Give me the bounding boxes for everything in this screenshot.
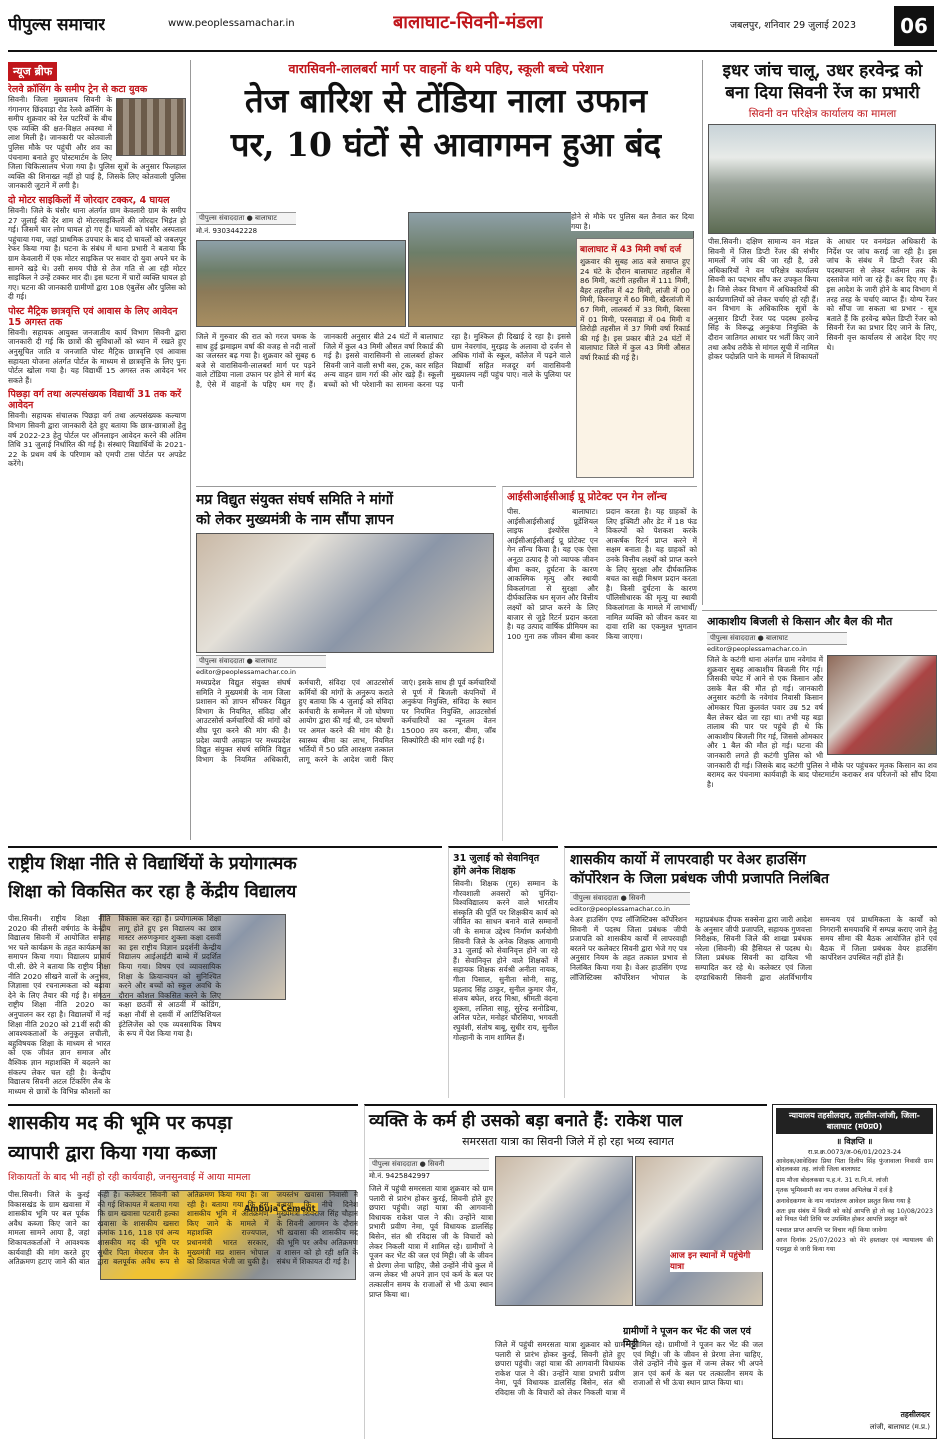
notice-body: [776, 1158, 933, 1254]
lead-headline: पर, 10 घंटों से आवागमन हुआ बंद: [230, 125, 662, 164]
legal-notice: [772, 1104, 937, 1439]
karm-body: जिले में पहुंची समरसता यात्रा शुक्रवार को ग्राम पलारी से प्रारंभ होकर कुरई, सिवनी होते हुए छपारा पहुंची। जहां यात्रा की आगवानी विधायक राकेश पाल ने की। उन्होंने यात्रा प्रभारी प्रवीण नेमा, पूर्व विधायक डालसिंह बिसेन, संत श्री रविदास जी के विचारों को लेकर निकली यात्रा में शामिल रहे। ग्रामीणों ने पूजन कर भेंट की जल एवं मिट्टी। जी के जीवन से प्रेरणा लेना चाहिए, जैसे उन्होंने नीचे कुल में जन्म लेकर भी अपने ज्ञान एवं कर्म के बल पर तत्कालीन समय के राजाओं से भी ऊंचा स्थान प्राप्त किया था।: [495, 1340, 763, 1397]
education-body: पीस.सिवनी। राष्ट्रीय शिक्षा नीति 2020 की तीसरी वर्षगांठ के केन्द्रीय विद्यालय सिवनी में आयोजित सप्ताह भर चले कार्यक्रम के तहत कार्यक्रम का समापन किया गया। विद्यालय प्राचार्य पी.सी. छेरे ने बताया कि राष्ट्रीय शिक्षा नीति 2020 सीखने वालों के अनुभव, जिज्ञासा एवं रचनात्मकता को बढ़ावा देने के लिए तैयार की गई है। संगठन राष्ट्रीय शिक्षा नीति 2020 का अनुपालन कर रहा है। विद्यालयों में नई शिक्षा नीति 2020 को 21वीं सदी की आवश्यकताओं के अनुकूल लचीली, बहुविषयक शिक्षा के माध्यम से भारत को एक जीवंत ज्ञान समाज और वैश्विक ज्ञान महाशक्ति में बदलने का संकल्प लेकर चल रही है। केन्द्रीय विद्यालय सिवनी अटल टिंकरिंग लैब के माध्यम से छात्रों के विभिन्न कौशलों का विकास कर रहा है। प्रयोगात्मक शिक्षा लागू होते हुए इस विद्यालय का छात्र मास्टर अरुणकुमार शुक्ला कक्षा दसवीं का इस राष्ट्रीय विज्ञान प्रदर्शनी केन्द्रीय विद्यालय आईआईटी बाम्बे में प्रदर्शित किया गया। विषय एवं व्यावसायिक शिक्षा के क्रियान्वयन को सुनिश्चित करने और बच्चों को स्कूल अवधि के दौरान कौशल विकसित करने के लिए कक्षा छठवीं से आठवीं में कोडिंग, कक्षा नौवीं से दसवीं में आर्टिफिशियल इंटेलिजेंस को एक व्यवसायिक विषय के रूप में पेश किया गया है।: [8, 914, 221, 1096]
paper-name: पीपुल्स समाचार: [8, 15, 106, 35]
notice-header: न्यायालय तहसीलदार, तहसील-लांजी, जिला-बालाघाट (म0प्र0): [776, 1108, 933, 1134]
forest-headline: बना दिया सिवनी रेंज का प्रभारी: [725, 83, 920, 103]
brief-item: [8, 306, 190, 386]
forest-headline: इधर जांच चालू, उधर हरवेन्द्र को: [722, 61, 923, 81]
forest-body: पीस.सिवनी। दक्षिण सामान्य वन मंडल सिवनी में जिस डिप्टी रेंजर की संभीर मामलों में जांच की जा रही है, उसे अधिकारियों ने वन परिक्षेत्र कार्यालय सिवनी का पदभार सौंप कर उपकृत किया है। जिसे लेकर विभाग में अधिकारियों की कार्यप्रणालियों को लेकर चर्चाएं हो रही हैं। वन विभाग के अधिकारिक सूत्रों के अनुसार डिप्टी रेंजर पद पदस्थ हरवेन्द्र सिंह के विरूद्ध अनुकंपा नियुक्ति के दौरान जातिगत आधार पर भर्ती किए जाने तथा अवैध तरीके से मांगल सूची में नामिल होकर पदोन्नति पाने के मामले में शिकायतों के आधार पर वनमंडल अधिकारी के निर्देश पर जांच कराई जा रही है। इस जांच के संबंध में डिप्टी रेंजर की पदस्थापना से लेकर वर्तमान तक के दस्तावेज मांगे जा रहे हैं। कर दिए गए हैं। इस आदेश के जारी होने के बाद विभाग में तरह तरह के चर्चाएं व्याप्त हैं। योग्य रेंजर को सौंपा जा सकता था प्रभार - सूत्र बताते हैं कि हरवेन्द्र बघेल डिप्टी रेंजर को सिवनी रेंज का प्रभार दिए जाने के लिए, सिवनी वृत्त कार्यालय से आदेश दिए गए थे।: [708, 237, 937, 362]
karm-caption-title: ग्रामीणों ने पूजन कर भेंट की जल एवं मिट्टी: [623, 1326, 751, 1350]
forest-story: [702, 60, 937, 605]
land-story: [8, 1104, 358, 1439]
karm-byline-box: [369, 1158, 489, 1181]
brief-title: रेलवे क्रॉसिंग के समीप ट्रेन से कटा युवक: [8, 84, 148, 95]
rain-box-body: शुक्रवार की सुबह आठ बजे समाप्त हुए 24 घंटे के दौरान बालाघाट तहसील में 86 मिमी, कटंगी तहसील में 111 मिमी, बैहर तहसील में 42 मिमी, लांजी में 00 मिमी, किरनापुर में 60 मिमी, खैरलांजी में 67 मिमी, लालबर्रा में 33 मिमी, बिरसा में 01 मिमी, परसवाड़ा में 04 मिमी व तिरोड़ी तहसील में 37 मिमी वर्षा रिकार्ड की गई है। इस प्रकार बीते 24 घंटों में बालाघाट जिले में कुल 43 मिमी औसत वर्षा रिकार्ड की गई है।: [580, 257, 690, 362]
lightning-headline: आकाशीय बिजली से किसान और बैल की मौत: [707, 615, 893, 628]
karm-subhead: समरसता यात्रा का सिवनी जिले में हो रहा भव्य स्वागत: [462, 1135, 674, 1148]
sidebar-title: आज इन स्थानों में पहुंचेगी यात्रा: [670, 1250, 767, 1272]
notice-place: लांजी, बालाघाट (म.प्र.): [869, 1423, 930, 1431]
bijli-story: [196, 486, 496, 841]
byline: पीपुल्स संवाददाता ● बालाघाट: [196, 655, 326, 668]
notice-line: अनावेदकगण के नाम नामांतरण आवेदन प्रस्तुत किया गया है: [776, 1197, 911, 1205]
notice-line: पश्चात प्राप्त आपत्ति पर विचार नहीं किया जावेगा: [776, 1226, 887, 1234]
brief-item: [8, 389, 190, 469]
forest-photo: [708, 124, 936, 234]
warehouse-headline: शासकीय कार्यो में लापरवाही पर वेअर हाउसिंग: [570, 852, 806, 868]
website: www.peoplessamachar.in: [168, 18, 295, 29]
notice-line: आवेदक/आवेदिका प्रिया पिता दिलीप सिंह फुंजावाला निवासी ग्राम बोदलकसा तह. लांजी जिला बालाघाट: [776, 1158, 933, 1174]
lead-byline-box: [196, 212, 296, 236]
news-brief-label: न्यूज ब्रीफ: [8, 62, 57, 81]
notice-line: अतः इस संबंध में किसी को कोई आपत्ति हो तो वह 10/08/2023 को नियत पेशी तिथि पर उपस्थित होकर आपत्ति प्रस्तुत करें: [776, 1208, 933, 1224]
land-headline: शासकीय मद की भूमि पर कपड़ा: [8, 1112, 232, 1134]
notice-signature: तहसीलदार: [900, 1410, 930, 1419]
icici-headline: आईसीआईसीआई प्रू प्रोटेक्ट एन गेन लॉन्च: [507, 491, 667, 503]
icici-body: पीस. बालाघाट। आईसीआईसीआई प्रूडेंशियल लाइफ इंश्योरेंस ने आईसीआईसीआई प्रू प्रोटेक्ट एन गेन लॉन्च किया है। यह एक ऐसा अनूठा उत्पाद है जो व्यापक जीवन बीमा कवर, दुर्घटना के कारण आकस्मिक मृत्यु और स्थायी विकलांगता से सुरक्षा और दीर्घकालिक धन सृजन और वित्तीय लक्ष्यों को प्राप्त करने के लिए बाजार से जुड़े रिटर्न प्रदान करता है। यह उत्पाद वार्षिक प्रीमियम का 100 गुना तक जीवन बीमा कवर प्रदान करता है। यह ग्राहकों के लिए इक्विटी और डेट में 18 फंड विकल्पों को पेशकश करके आकर्षक रिटर्न प्राप्त करने में सक्षम बनाता है। यह ग्राहकों को उनके वित्तीय लक्ष्यों को प्राप्त करने के लिए सुरक्षा और दीर्घकालिक बचत का सही मिश्रण प्रदान करता है। किसी दुर्घटना के कारण पॉलिसीधारक की मृत्यु या स्थायी विकलांगता के मामले में लाभार्थी/नामित व्यक्ति को जीवन कवर या दावा राशि का एकमुश्त भुगतान किया जाएगा।: [507, 507, 697, 641]
land-subhead: शिकायतों के बाद भी नहीं हो रही कार्यवाही, जनसुनवाई में आया मामला: [8, 1172, 251, 1183]
warehouse-body: वेअर हाउसिंग एण्ड लॉजिस्टिक्स कॉर्पोरेशन सिवनी में पदस्थ जिला प्रबंधक जीपी प्रजापति को शासकीय कार्यों में लापरवाही बरतने पर कलेक्टर सिवनी द्वारा भेजे गए पत्र अनुसार नियम के तहत तत्काल प्रभाव से निलंबित किया गया है। वेअर हाउसिंग एण्ड लॉजिस्टिक्स कॉर्पोरेशन भोपाल के महाप्रबंधक दीपक सक्सेना द्वारा जारी आदेश के अनुसार जीपी प्रजापति, सहायक गुणवत्ता निरीक्षक, सिवनी जिले की शाखा प्रबंधक नरेला (सिवनी) की हैसियत से पदस्थ थे। जिला प्रबंधक सिवनी का दायित्व भी सम्पादित कर रहे थे। कलेक्टर एवं जिला दण्डाधिकारी सिवनी द्वारा अंतर्विभागीय समन्वय एवं प्राथमिकता के कार्यों को निगरानी समयावधि में सम्पन्न कराए जाने हेतु समय सीमा की बैठक आयोजित होने एवं बैठक में जिला प्रबंधक वेयर हाउसिंग कार्पोरेशन उपस्थित नहीं होते हैं।: [570, 915, 937, 982]
karm-headline: व्यक्ति के कर्म ही उसको बड़ा बनाते हैं: राकेश पाल: [369, 1111, 683, 1131]
lightning-story: [702, 610, 937, 840]
retire-body: सिवनी। शिक्षक (गुरु) सम्मान के गौरवशाली अवसरों को चुनिंदा-विश्वविद्यालय करने वाले भारतीय संस्कृति की पूर्ति पर शिक्षकीय कार्य को जीवित का साधन बनाने वाले सम्मानों जी के समाज उद्देश्य निर्माण कर्मयोगी सिवनी जिले के अनेक शिक्षक आगामी 31 जुलाई को सेवानिवृत्त होने जा रहे हैं। सेवानिवृत्त होने वाले शिक्षकों में सहायक शिक्षक सर्वश्री अनीता नायक, गीता पिसाल, सुनीता सोनी, साहू, प्रहलाद सिंह ठाकुर, सुनील कुमार जैन, संजय बघेल, शरद मिश्रा, श्रीमती वंदना शुक्ला, ललिता साहू, सुरेन्द्र सनोडिया, अनिल पटेल, मनोहर चौरसिया, भगवती रघुवंशी, संतोष बाबू, सुधीर राय, सुनील गोल्हानी के नाम शामिल हैं।: [453, 879, 558, 1042]
karm-photo: [495, 1156, 633, 1306]
email: editor@peoplessamachar.co.in: [196, 668, 296, 676]
land-headline: व्यापारी द्वारा किया गया कब्जा: [8, 1142, 217, 1164]
brief-item: [8, 84, 190, 191]
email: editor@peoplessamachar.co.in: [707, 645, 807, 653]
bijli-body: मध्यप्रदेश विद्युत संयुक्त संघर्ष समिति ने मुख्यमंत्री के नाम जिला प्रशासन को ज्ञापन सौंपकर विद्युत विभाग के नियमित, संविदा और आउटसोर्स कर्मचारियों की मांगों को शीघ्र पूरा करने की मांग की है। प्रदेश व्यापी आव्हान पर मध्यप्रदेश विद्युत संयुक्त संघर्ष समिति विद्युत विभाग के नियमित अधिकारी, कर्मचारी, संविदा एवं आउटसोर्स कर्मियों की मांगों के अनुरूप कराते हुए बताया कि 4 जुलाई को संविदा कर्मचारी के सम्मेलन में जो घोषणा आयोग द्वारा की गई थी, उन घोषणों पर अमल करने की मांग की है। स्वास्थ्य बीमा का लाभ, नियमित भर्तियों में 50 प्रति आरक्षण तत्काल लागू करने के आदेश जारी किए जाएं। इसके साथ ही पूर्व कर्मचारियों से पूर्ण में बिजली कंपनियों में अनुकंपा नियुक्ति, संविदा के स्थान पर नियमित नियुक्ति, आउटसोर्स कर्मचारियों का न्यूनतम वेतन 15000 तय करना, बीमा, जॉब सिक्योरिटी की मांग रखी गई है।: [196, 678, 496, 764]
shop-sign: Ambuja Cement: [241, 1203, 318, 1214]
notice-line: ग्राम मौजा बोदलकसा प.ह.नं. 31 रा.नि.मं. लांजी: [776, 1176, 888, 1184]
brief-photo: [116, 98, 186, 156]
karm-body: जिले में पहुंची समरसता यात्रा शुक्रवार को ग्राम पलारी से प्रारंभ होकर कुरई, सिवनी होते हुए छपारा पहुंची। जहां यात्रा की आगवानी विधायक राकेश पाल ने की। उन्होंने यात्रा प्रभारी प्रवीण नेमा, पूर्व विधायक डालसिंह बिसेन, संत श्री रविदास जी के विचारों को लेकर निकली यात्रा में शामिल रहे। ग्रामीणों ने पूजन कर भेंट की जल एवं मिट्टी। जी के जीवन से प्रेरणा लेना चाहिए, जैसे उन्होंने नीचे कुल में जन्म लेकर भी अपने ज्ञान एवं कर्म के बल पर तत्कालीन समय के राजाओं से भी ऊंचा स्थान प्राप्त किया था।: [369, 1184, 493, 1299]
warehouse-story: [564, 846, 937, 1098]
rain-box-title: बालाघाट में 43 मिमी वर्षा दर्ज: [580, 245, 682, 255]
education-headline: राष्ट्रीय शिक्षा नीति से विद्यार्थियों के प्रयोगात्मक: [8, 854, 297, 874]
notice-line: मृतक भूमिस्वामी का नाम राजस्व अभिलेख में दर्ज है: [776, 1187, 893, 1195]
brief-body: सिवनी। जिले के घंसौर थाना अंतर्गत ग्राम केवलारी ग्राम के समीप 27 जुलाई की देर शाम दो मोटरसाइकिलों की जोरदार भिड़ंत हो गई। जिसमें चार लोग घायल हो गए हैं। घायलों को घंसौर अस्पताल पहुंचाया गया, जहां प्राथमिक उपचार के बाद दो घायलों को जबलपुर रेफर किया गया है। घटना के संबंध में थाना प्रभारी ने बताया कि ग्राम केवलारी में एक मोटर साइकिल पर सवार दो युवा अपने घर के सामने खड़े थे। उसी समय पीछे से तेज गति से आ रही मोटर साइकिल ने उन्हें टक्कर मार दी। इस घटना में चारों व्यक्ति घायल हो गए। घटना की जानकारी ग्रामीणों द्वारा 108 एंबुलेंस और पुलिस को दी गई।: [8, 205, 186, 302]
bijli-headline: को लेकर मुख्यमंत्री के नाम सौंपा ज्ञापन: [196, 512, 394, 528]
brief-title: दो मोटर साइकिलों में जोरदार टक्कर, 4 घायल: [8, 194, 170, 206]
lightning-photo: [827, 655, 937, 755]
brief-title: पोस्ट मैट्रिक छात्रवृत्ति एवं आवास के लिए आवेदन 15 अगस्त तक: [8, 305, 178, 328]
lead-kicker: वारासिवनी-लालबर्रा मार्ग पर वाहनों के थमे पहिए, स्कूली बच्चे परेशान: [288, 61, 604, 76]
edition-title: बालाघाट-सिवनी-मंडला: [393, 12, 543, 33]
brief-body: सिवनी। जिला मुख्यालय सिवनी के गंगानगर छिंदवाड़ा रोड रेलवे क्रॉसिंग के समीप शुक्रवार को रेल पटरियों के बीच एक व्यक्ति की क्षत-विक्षत अवस्था में लाश मिली है। जानकारी पर कोतवाली पुलिस मौके पर पहुंची और शव का पंचनामा बनाते हुए पोस्टमार्टम के लिए जिला चिकित्सालय भेजा गया है। पुलिस सूत्रों के अनुसार फिलहाल व्यक्ति की शिनाख्त नहीं हो पाई है, जिसके लिए कोतवाली पुलिस जानकारी जुटाने में लगी है।: [8, 95, 186, 191]
mobile-number: मो.नं. 9303442228: [196, 227, 258, 235]
news-brief-column: [8, 60, 191, 840]
icici-story: [502, 486, 697, 841]
education-story: [8, 846, 442, 1098]
forest-subhead: सिवनी वन परिक्षेत्र कार्यालय का मामला: [748, 108, 897, 120]
lightning-body: जिले के कटंगी थाना अंतर्गत ग्राम नवेगांव में शुक्रवार सुबह आकाशीय बिजली गिर गई। जिसकी चपेट में आने से एक किसान और उसके बैल की मौत हो गई। जानकारी अनुसार कटंगी के नवेगांव निवासी किसान ओमकार पिता कुलवंत पवार उम्र 52 वर्ष बैल लेकर खेत जा रहा था। तभी यह बड़ा तालाब की पार पर पहुंचे ही थे कि आकाशीय बिजली गिर गई, जिससे ओमकार और 1 बैल की मौत हो गई। घटना की जानकारी लगते ही कटंगी पुलिस को भी जानकारी दी गई। जिसके बाद कटंगी पुलिस ने मौके पर पहुंचकर मृतक किसान का शव बरामद कर पंचनामा कार्यवाही के बाद पोस्टमार्टम कराकर शव परिजनों को सौंप दिया है।: [707, 655, 937, 789]
lead-headline: तेज बारिश से टोंडिया नाला उफान: [244, 81, 648, 120]
byline: पीपुल्स संवाददाता ● सिवनी: [570, 892, 690, 905]
retire-headline: होंगे अनेक शिक्षक: [453, 866, 516, 877]
warehouse-headline: कॉर्पोरेशन के जिला प्रबंधक जीपी प्रजापति निलंबित: [570, 871, 830, 887]
brief-body: सिवनी। सहायक संचालक पिछड़ा वर्ग तथा अल्पसंख्यक कल्याण विभाग सिवनी द्वारा जानकारी देते हुए बताया कि छात्र-छात्राओं हेतु वर्ष 2022-23 हेतु पोर्टल पर ऑनलाइन आवेदन करने की अंतिम तिथि 31 जुलाई निर्धारित की गई है। संस्थाएं विद्यार्थियों के 2021-22 के प्रथम वर्ष के परिणाम को एमपी टास पोर्टल पर अपडेट करेंगे।: [8, 411, 186, 469]
dateline: जबलपुर, शनिवार 29 जुलाई 2023: [730, 20, 856, 31]
education-headline: शिक्षा को विकसित कर रहा है केंद्रीय विद्यालय: [8, 882, 297, 902]
masthead: [8, 6, 937, 52]
notice-case-no: रा.प्र.क्र.0073/अ-06/01/2023-24: [807, 1148, 902, 1156]
page-number: 06: [894, 6, 934, 46]
lead-body: जिले में गुरुवार की रात को गरज चमक के साथ हुई झमाझम वर्षा की वजह से नदी नालों का जलस्तर बढ़ गया है। शुक्रवार को सुबह 6 बजे से वारासिवनी-लालबर्रा मार्ग पर पड़ने वाले टोंडिया नाला उफान पर होने से मार्ग बंद है, ऐसे में वाहनों के पहिए थम गए हैं। जानकारी अनुसार बीते 24 घंटों में बालाघाट जिले में कुल 43 मिमी औसत वर्षा रिकार्ड की गई है। इससे वारासिवनी से लालबर्रा होकर सिवनी जाने वाली सभी बस, ट्रक, कार सहित अन्य वाहन ग्राम गर्रा की ओर खड़े हैं। स्कूली बच्चों को भी परेशानी का सामना करना पड़ रहा है। मुश्किल ही दिखाई दे रहा है। इससे ग्राम नेवरगांव, मुरझड़ के अलावा दो दर्जन से अधिक गांवों के स्कूल, कॉलेज में पढ़ने वाले विद्यार्थी सहित मजदूर वर्ग वारासिवनी मुख्यालय नहीं पहुंच पाए। नाले के पुलिया पर पानी: [196, 332, 571, 389]
bijli-headline: मप्र विद्युत संयुक्त संघर्ष समिति ने मांगों: [196, 492, 394, 508]
byline: पीपुल्स संवाददाता ● बालाघाट: [196, 212, 296, 225]
retire-story: [448, 846, 558, 1098]
mobile-number: मो.नं. 9425842997: [369, 1172, 431, 1180]
notice-line: आज दिनांक 25/07/2023 को मेरे हस्ताक्षर एवं न्यायालय की पदमुद्रा से जारी किया गया: [776, 1237, 933, 1253]
notice-sub: ॥ विज्ञप्ति ॥: [836, 1137, 873, 1146]
brief-body: सिवनी। सहायक आयुक्त जनजातीय कार्य विभाग सिवनी द्वारा जानकारी दी गई कि छात्रों की सुविधाओं को ध्यान में रखते हुए अनुसूचित जाति व जनजाति पोस्ट मैट्रिक छात्रवृत्ति एवं आवास सहायता योजना अंतर्गत पोर्टल के माध्यम से छात्रवृत्ति के लिए पुनः पोर्टल खोला गया है। यह विद्यार्थी 15 अगस्त तक आवेदन भर सकते हैं।: [8, 327, 186, 385]
lead-photo: [196, 240, 406, 327]
lead-photo-caption: होने से मौके पर पुलिस बल तैनात कर दिया गया है।: [571, 212, 694, 231]
byline: पीपुल्स संवाददाता ● सिवनी: [369, 1158, 489, 1171]
karm-sidebar: [670, 1250, 767, 1350]
brief-item: [8, 195, 190, 302]
retire-headline: 31 जुलाई को सेवानिवृत: [453, 853, 540, 864]
byline: पीपुल्स संवाददाता ● बालाघाट: [707, 632, 847, 645]
email: editor@peoplessamachar.co.in: [570, 905, 670, 913]
lead-story: [196, 60, 696, 480]
rain-box: [576, 238, 694, 478]
land-body: पीस.सिवनी। जिले के कुरई विकासखंड के ग्राम खवासा में शासकीय भूमि पर बल पूर्वक अवैध कब्जा किए जाने का मामला सामने आया है, जहां शिकायतकर्ताओं ने आवश्यक कार्यवाही की मांग करते हुए अतिक्रमण हटाए जाने की बात कही है। कलेक्टर सिवनी को की गई शिकायत में बताया गया कि ग्राम खवासा पटवारी हल्का खवासा के शासकीय खसरा क्रमांक 116, 118 एवं अन्य शासकीय मद की भूमि पर सुधीर पिता मेघराज जैन के द्वारा बलपूर्वक अवैध रूप से अतिक्रमण किया गया है। जा रही है। बताया गया कि इस शासकीय भूमि में अतिक्रमण किए जाने के मामले में महाशक्ति राज्यपाल, प्रधानमंत्री भारत सरकार, मुख्यमंत्री मप्र शासन भोपाल को शिकायत भेजी जा चुकी है। जयस्तंभ खवासा निवासी ने बताया कि नीचे दिनेश मुख्यमंत्री शिवराज सिंह चौहान के सिवनी आगमन के दौरान भी खवासा की शासकीय मद की भूमि पर अवैध अतिक्रमण व शासन को हो रही क्षति के संबंध में शिकायत दी गई है।: [8, 1190, 358, 1267]
bijli-photo: [196, 533, 494, 653]
brief-title: पिछड़ा वर्ग तथा अल्पसंख्यक विद्यार्थी 31 तक करें आवेदन: [8, 389, 182, 412]
